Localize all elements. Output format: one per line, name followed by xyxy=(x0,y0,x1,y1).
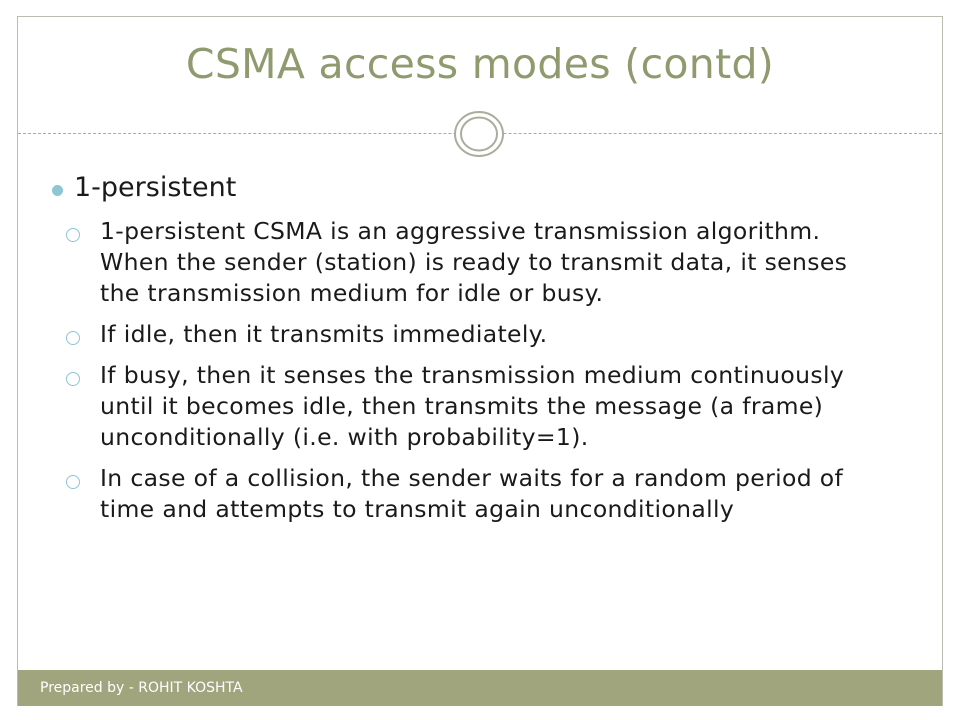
hollow-circle-bullet-icon xyxy=(66,228,80,242)
sub-bullet-item xyxy=(52,463,872,525)
sub-bullet-item xyxy=(52,319,872,350)
filled-circle-bullet-icon xyxy=(52,185,63,196)
sub-bullet-text: If busy, then it senses the transmission medium continuously until it becomes idle, then transmits the message (a frame) unconditionally (i.e. with probability=1). xyxy=(100,361,845,451)
sub-bullet-text: 1-persistent CSMA is an aggressive transmission algorithm. When the sender (station) is ready to transmit data, it senses the transmission medium for idle or busy. xyxy=(100,217,848,307)
slide-title: CSMA access modes (contd) xyxy=(185,40,775,88)
hollow-circle-bullet-icon xyxy=(66,475,80,489)
footer-bar xyxy=(18,670,942,706)
bullet-1-persistent xyxy=(52,170,872,206)
sub-bullet-item xyxy=(52,216,872,309)
hollow-circle-bullet-icon xyxy=(66,372,80,386)
sub-bullet-list xyxy=(52,216,872,525)
double-ring-icon xyxy=(453,110,505,158)
slide-body xyxy=(52,170,872,535)
footer-credit: Prepared by - ROHIT KOSHTA xyxy=(40,680,243,696)
sub-bullet-item xyxy=(52,360,872,453)
bullet-text: 1-persistent xyxy=(74,172,237,203)
sub-bullet-text: In case of a collision, the sender waits for a random period of time and attempts to transmit again unconditionally xyxy=(100,464,844,523)
sub-bullet-text: If idle, then it transmits immediately. xyxy=(100,320,548,348)
hollow-circle-bullet-icon xyxy=(66,331,80,345)
